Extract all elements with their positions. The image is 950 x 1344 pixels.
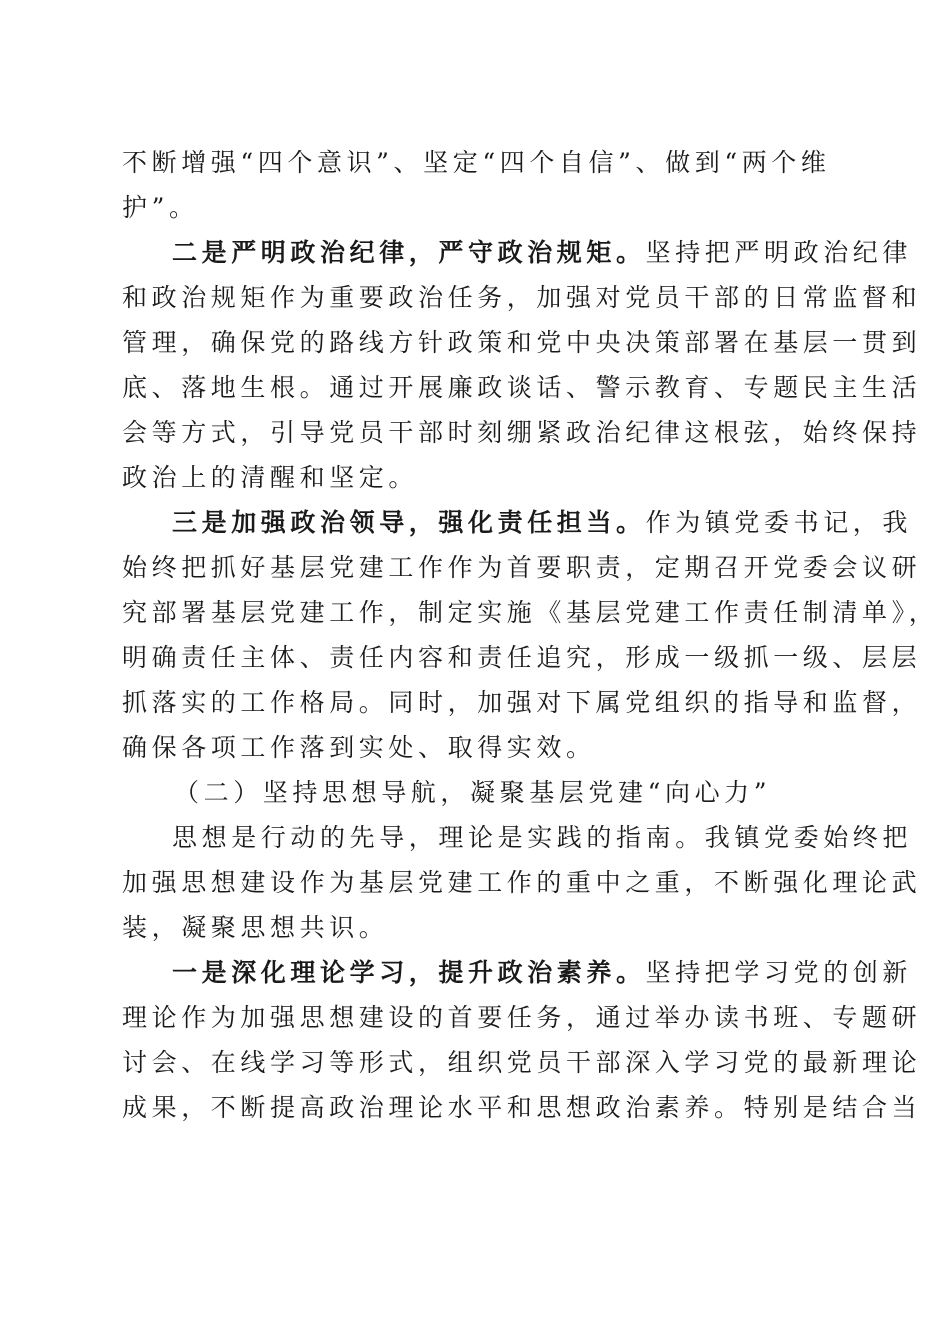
text-line: 成果，不断提高政治理论水平和思想政治素养。特别是结合当 bbox=[122, 1093, 922, 1122]
paragraph-continuation bbox=[122, 140, 832, 230]
text-run: 作为镇党委书记，我 bbox=[645, 508, 913, 537]
paragraph-lead-bold: 二是严明政治纪律，严守政治规矩。 bbox=[172, 238, 646, 267]
text-line: 思想是行动的先导，理论是实践的指南。我镇党委始终把 bbox=[172, 823, 913, 852]
text-line: 理论作为加强思想建设的首要任务，通过举办读书班、专题研 bbox=[122, 1003, 922, 1032]
text-line: 底、落地生根。通过开展廉政谈话、警示教育、专题民主生活 bbox=[122, 373, 922, 402]
text-line: 和政治规矩作为重要政治任务，加强对党员干部的日常监督和 bbox=[122, 283, 922, 312]
text-line: 加强思想建设作为基层党建工作的重中之重，不断强化理论武 bbox=[122, 868, 922, 897]
text-line bbox=[122, 500, 913, 545]
paragraph-political-leadership bbox=[122, 500, 939, 770]
text-line: 不断增强“四个意识”、坚定“四个自信”、做到“两个维 bbox=[122, 148, 831, 177]
paragraph-political-discipline bbox=[122, 230, 922, 500]
text-line: 明确责任主体、责任内容和责任追究，形成一级抓一级、层层 bbox=[122, 643, 922, 672]
text-line bbox=[122, 230, 913, 275]
text-line: 会等方式，引导党员干部时刻绷紧政治纪律这根弦，始终保持 bbox=[122, 418, 922, 447]
paragraph-thought-intro bbox=[122, 815, 922, 950]
text-line: 政治上的清醒和坚定。 bbox=[122, 463, 419, 492]
paragraph-theory-study bbox=[122, 950, 922, 1130]
text-line: 究部署基层党建工作，制定实施《基层党建工作责任制清单》， bbox=[122, 598, 939, 627]
text-run: 坚持把严明政治纪律 bbox=[645, 238, 913, 267]
text-run: 坚持把学习党的创新 bbox=[645, 958, 913, 987]
text-line: 装，凝聚思想共识。 bbox=[122, 913, 389, 942]
text-line: 抓落实的工作格局。同时，加强对下属党组织的指导和监督， bbox=[122, 688, 922, 717]
text-line: 护”。 bbox=[122, 193, 199, 222]
text-line bbox=[122, 950, 913, 995]
text-line: 管理，确保党的路线方针政策和党中央决策部署在基层一贯到 bbox=[122, 328, 922, 357]
paragraph-lead-bold: 三是加强政治领导，强化责任担当。 bbox=[172, 508, 646, 537]
paragraph-lead-bold: 一是深化理论学习，提升政治素养。 bbox=[172, 958, 646, 987]
text-line: 确保各项工作落到实处、取得实效。 bbox=[122, 733, 596, 762]
section-heading: （二）坚持思想导航，凝聚基层党建“向心力” bbox=[174, 778, 772, 807]
document-page bbox=[122, 140, 939, 1130]
text-line: 讨会、在线学习等形式，组织党员干部深入学习党的最新理论 bbox=[122, 1048, 922, 1077]
text-line: 始终把抓好基层党建工作作为首要职责，定期召开党委会议研 bbox=[122, 553, 922, 582]
